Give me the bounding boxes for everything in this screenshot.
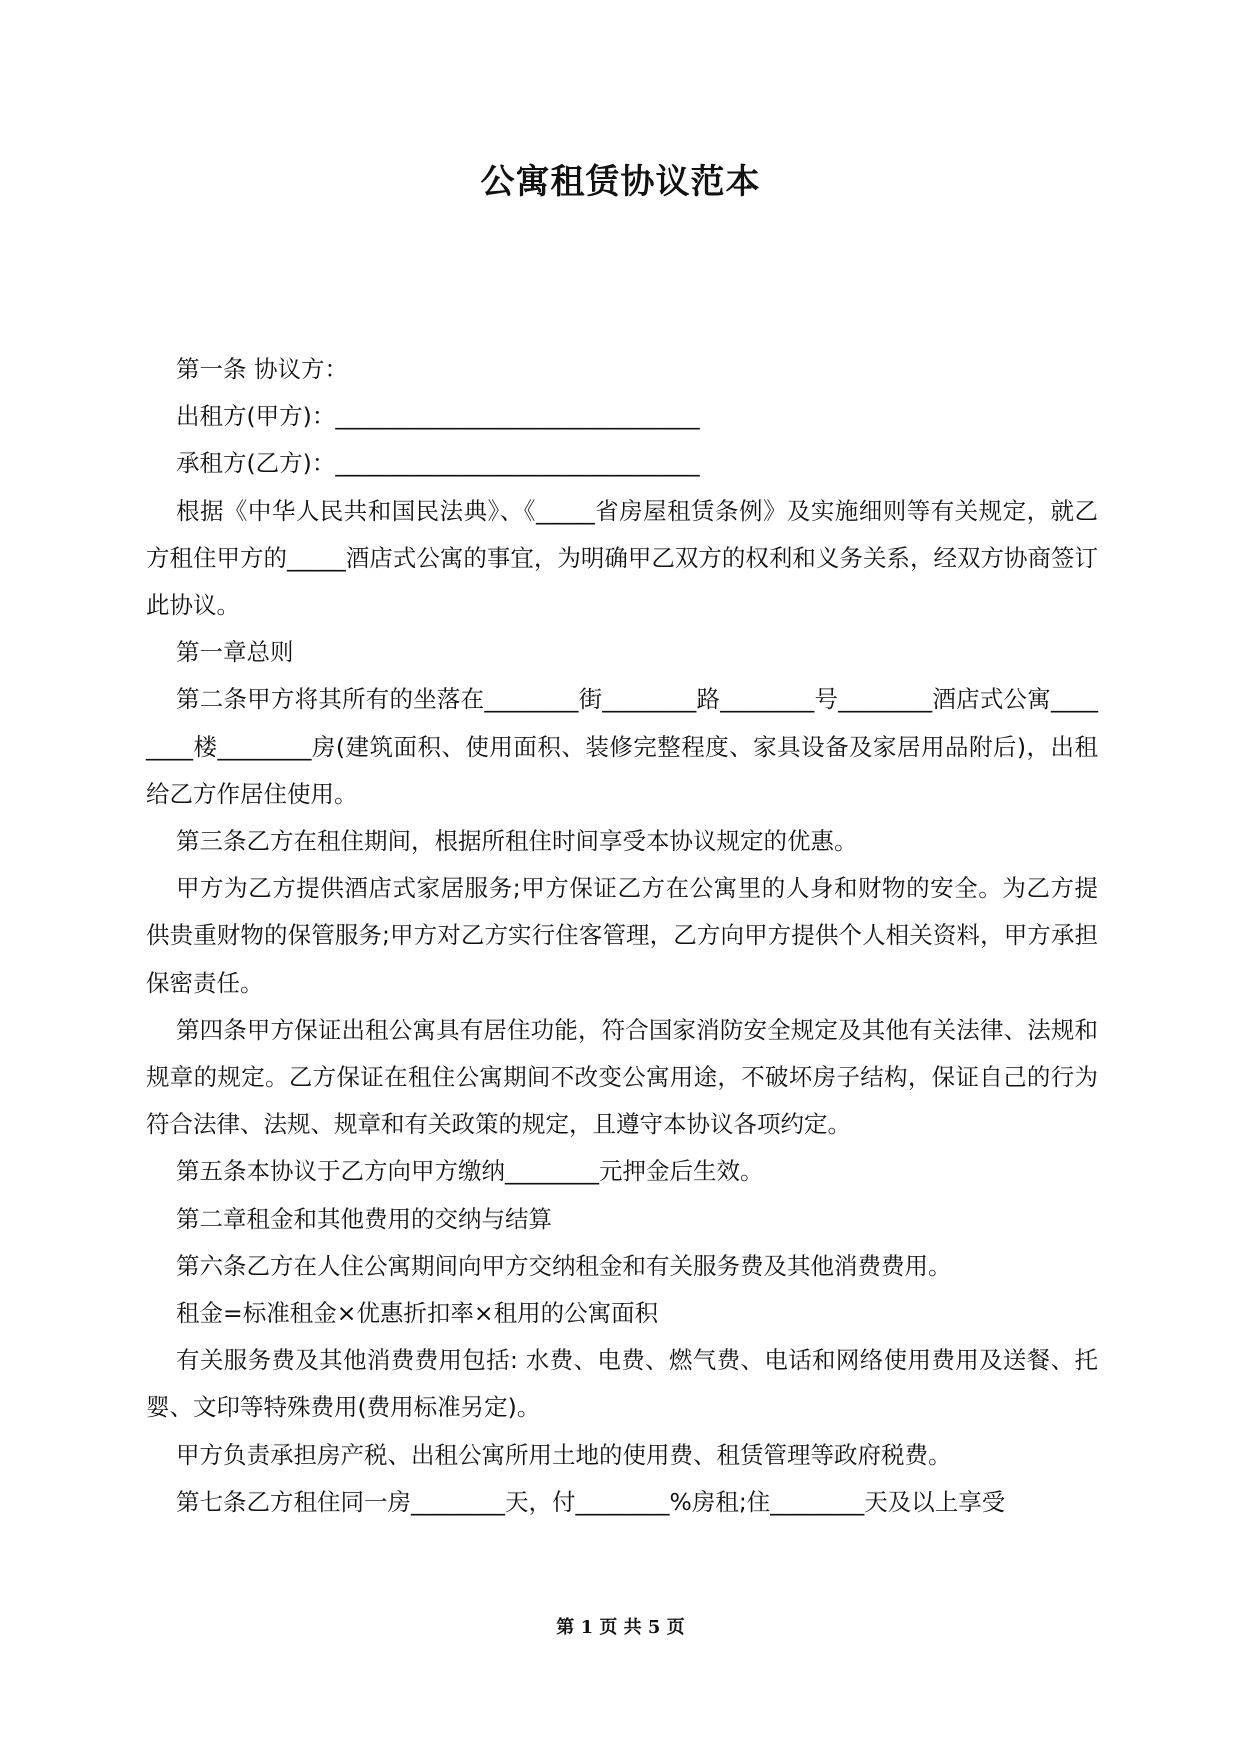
paragraph-article-5: 第五条本协议于乙方向甲方缴纳________元押金后生效。 <box>176 1157 764 1186</box>
page-number-footer: 第 1 页 共 5 页 <box>556 1617 685 1638</box>
document-title: 公寓租赁协议范本 <box>480 162 761 202</box>
paragraph-article-7: 第七条乙方租住同一房________天，付________%房租;住________天及以上享受 <box>176 1487 1006 1516</box>
paragraph-article-1: 第一条 协议方： <box>176 355 348 383</box>
paragraph-article-2: 第二条甲方将其所有的坐落在________街________路________号________酒店式公寓________楼________房(建筑面积、使用面积、装修完整程度、家具设备及家居用品附后)，出租给乙方作居住使用。 <box>146 685 1098 808</box>
paragraph-services: 甲方为乙方提供酒店式家居服务;甲方保证乙方在公寓里的人身和财物的安全。为乙方提供贵重财物的保管服务;甲方对乙方实行住客管理，乙方向甲方提供个人相关资料，甲方承担保密责任。 <box>146 874 1098 997</box>
paragraph-service-fees: 有关服务费及其他消费费用包括: 水费、电费、燃气费、电话和网络使用费用及送餐、托婴、文印等特殊费用(费用标准另定)。 <box>146 1346 1098 1422</box>
paragraph-lessor: 出租方(甲方)：_______________________________ <box>176 402 700 431</box>
paragraph-rent-formula: 租金=标准租金×优惠折扣率×租用的公寓面积 <box>176 1299 659 1328</box>
paragraph-taxes: 甲方负责承担房产税、出租公寓所用土地的使用费、租赁管理等政府税费。 <box>176 1440 952 1469</box>
paragraph-article-3: 第三条乙方在租住期间，根据所租住时间享受本协议规定的优惠。 <box>176 827 858 856</box>
chapter-2-heading: 第二章租金和其他费用的交纳与结算 <box>176 1204 552 1233</box>
paragraph-lessee: 承租方(乙方)：_______________________________ <box>176 449 700 478</box>
chapter-1-heading: 第一章总则 <box>176 638 294 667</box>
paragraph-article-6: 第六条乙方在人住公寓期间向甲方交纳租金和有关服务费及其他消费费用。 <box>176 1251 952 1280</box>
paragraph-article-4: 第四条甲方保证出租公寓具有居住功能，符合国家消防安全规定及其他有关法律、法规和规章的规定。乙方保证在租住公寓期间不改变公寓用途，不破坏房子结构，保证自己的行为符合法律、法规、规章和有关政策的规定，且遵守本协议各项约定。 <box>146 1015 1098 1139</box>
document-body <box>146 346 1098 1526</box>
paragraph-legal-basis: 根据《中华人民共和国民法典》、《_____省房屋租赁条例》及实施细则等有关规定，就乙方租住甲方的_____酒店式公寓的事宜，为明确甲乙双方的权利和义务关系，经双方协商签订此协议。 <box>146 496 1098 620</box>
